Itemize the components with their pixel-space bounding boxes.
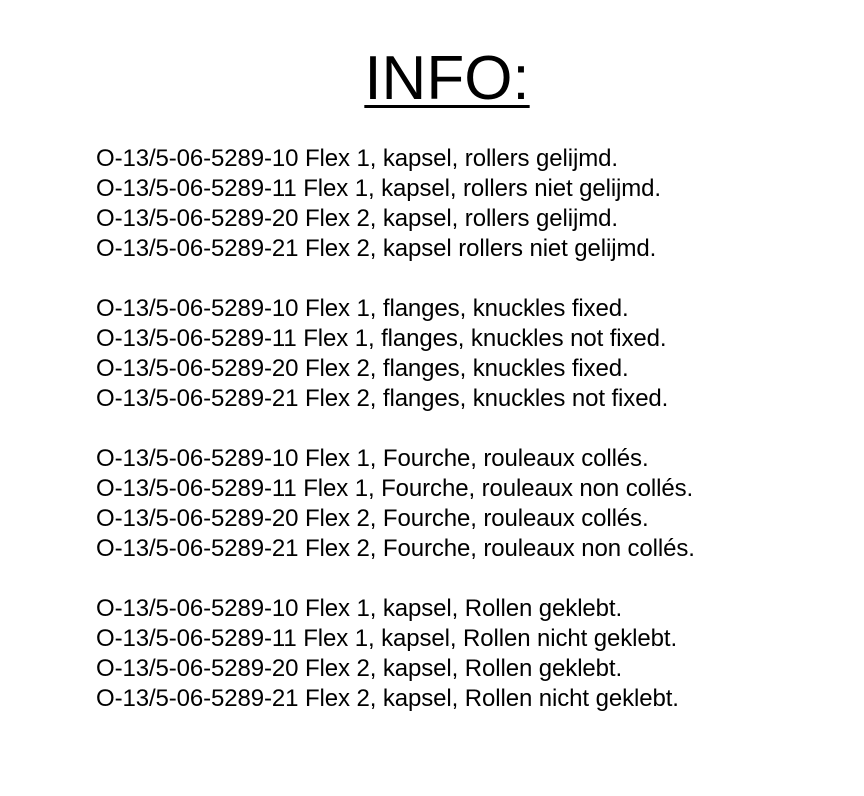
info-line: O-13/5-06-5289-21 Flex 2, kapsel, Rollen nicht geklebt. — [96, 685, 679, 712]
info-line: O-13/5-06-5289-21 Flex 2, Fourche, rouleaux non collés. — [96, 535, 695, 562]
info-line: O-13/5-06-5289-11 Flex 1, Fourche, rouleaux non collés. — [96, 475, 694, 502]
info-line: O-13/5-06-5289-10 Flex 1, kapsel, Rollen geklebt. — [96, 595, 623, 622]
french-group — [96, 444, 856, 564]
info-lines — [96, 144, 856, 744]
info-line: O-13/5-06-5289-20 Flex 2, Fourche, rouleaux collés. — [96, 505, 649, 532]
info-line: O-13/5-06-5289-10 Flex 1, flanges, knuckles fixed. — [96, 295, 629, 322]
info-line: O-13/5-06-5289-20 Flex 2, flanges, knuckles fixed. — [96, 355, 629, 382]
page-title: INFO: — [364, 44, 530, 113]
german-group — [96, 594, 856, 714]
info-line: O-13/5-06-5289-21 Flex 2, flanges, knuckles not fixed. — [96, 385, 669, 412]
info-line: O-13/5-06-5289-11 Flex 1, flanges, knuckles not fixed. — [96, 325, 667, 352]
info-line: O-13/5-06-5289-11 Flex 1, kapsel, rollers niet gelijmd. — [96, 175, 661, 202]
dutch-group — [96, 144, 856, 264]
info-line: O-13/5-06-5289-10 Flex 1, Fourche, rouleaux collés. — [96, 445, 649, 472]
info-line: O-13/5-06-5289-11 Flex 1, kapsel, Rollen nicht geklebt. — [96, 625, 678, 652]
info-line: O-13/5-06-5289-10 Flex 1, kapsel, rollers gelijmd. — [96, 145, 618, 172]
info-line: O-13/5-06-5289-21 Flex 2, kapsel rollers niet gelijmd. — [96, 235, 657, 262]
info-line: O-13/5-06-5289-20 Flex 2, kapsel, Rollen geklebt. — [96, 655, 623, 682]
english-group — [96, 294, 856, 414]
info-line: O-13/5-06-5289-20 Flex 2, kapsel, rollers gelijmd. — [96, 205, 618, 232]
